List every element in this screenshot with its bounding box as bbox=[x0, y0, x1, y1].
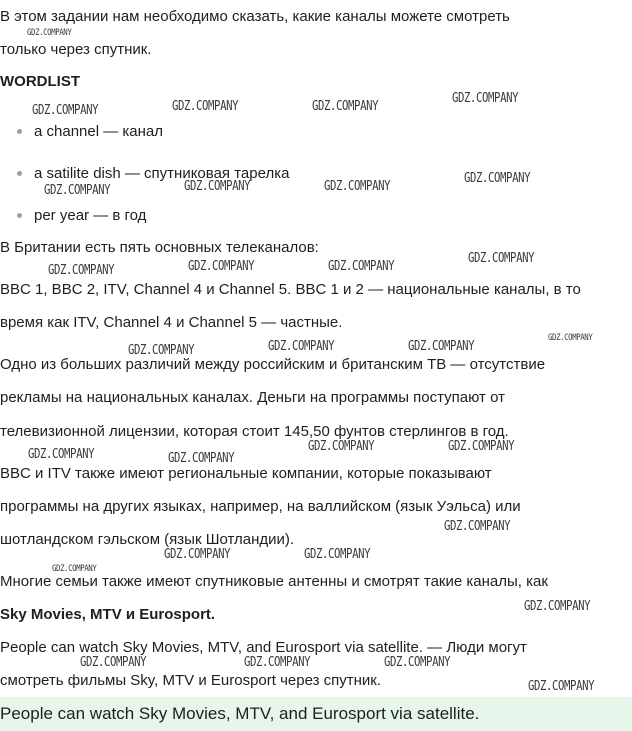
watermark: GDZ.COMPANY bbox=[308, 439, 375, 454]
answer-text: People can watch Sky Movies, MTV, and Eurosport via satellite. bbox=[0, 704, 480, 723]
watermark: GDZ.COMPANY bbox=[164, 547, 231, 562]
wordlist-item bbox=[17, 206, 146, 226]
intro-line-1: В этом задании нам необходимо сказать, какие каналы можете смотреть bbox=[0, 8, 510, 25]
watermark: GDZ.COMPANY bbox=[244, 655, 311, 670]
watermark: GDZ.COMPANY bbox=[52, 564, 97, 574]
watermark: GDZ.COMPANY bbox=[80, 655, 147, 670]
bullet-dot-icon bbox=[17, 129, 22, 134]
watermark: GDZ.COMPANY bbox=[464, 171, 531, 186]
watermark: GDZ.COMPANY bbox=[524, 599, 591, 614]
channels-line: Sky Movies, MTV и Eurosport. bbox=[0, 606, 216, 623]
watermark: GDZ.COMPANY bbox=[48, 263, 115, 278]
text-line: шотландском гэльском (язык Шотландии). bbox=[0, 531, 295, 548]
watermark: GDZ.COMPANY bbox=[44, 183, 111, 198]
watermark: GDZ.COMPANY bbox=[528, 679, 595, 694]
text-line: BBC 1, BBC 2, ITV, Channel 4 и Channel 5. BBC 1 и 2 — национальные каналы, в то bbox=[0, 281, 581, 298]
wordlist-item-text: a satilite dish — спутниковая тарелка bbox=[34, 165, 290, 182]
text-line: Многие семьи также имеют спутниковые антенны и смотрят такие каналы, как bbox=[0, 573, 548, 590]
bullet-dot-icon bbox=[17, 213, 22, 218]
text-line: телевизионной лицензии, которая стоит 145,50 фунтов стерлингов в год. bbox=[0, 423, 509, 440]
wordlist-item-text: a channel — канал bbox=[34, 123, 164, 140]
text-line: В Британии есть пять основных телеканалов: bbox=[0, 239, 319, 256]
watermark: GDZ.COMPANY bbox=[448, 439, 515, 454]
watermark: GDZ.COMPANY bbox=[384, 655, 451, 670]
watermark: GDZ.COMPANY bbox=[328, 259, 395, 274]
wordlist-item bbox=[17, 164, 289, 184]
watermark: GDZ.COMPANY bbox=[468, 251, 535, 266]
watermark: GDZ.COMPANY bbox=[324, 179, 391, 194]
wordlist-item-text: per year — в год bbox=[34, 207, 147, 224]
watermark: GDZ.COMPANY bbox=[32, 103, 99, 118]
watermark: GDZ.COMPANY bbox=[184, 179, 251, 194]
translation-line: People can watch Sky Movies, MTV, and Eurosport via satellite. — Люди могут bbox=[0, 639, 527, 656]
bullet-dot-icon bbox=[17, 171, 22, 176]
answer-box bbox=[0, 697, 632, 731]
wordlist-heading: WORDLIST bbox=[0, 73, 80, 90]
watermark: GDZ.COMPANY bbox=[27, 28, 72, 38]
wordlist-item bbox=[17, 122, 163, 142]
text-line: BBC и ITV также имеют региональные компании, которые показывают bbox=[0, 465, 492, 482]
watermark: GDZ.COMPANY bbox=[268, 339, 335, 354]
watermark: GDZ.COMPANY bbox=[28, 447, 95, 462]
text-line: время как ITV, Channel 4 и Channel 5 — частные. bbox=[0, 314, 343, 331]
watermark: GDZ.COMPANY bbox=[304, 547, 371, 562]
intro-line-2: только через спутник. bbox=[0, 41, 152, 58]
watermark: GDZ.COMPANY bbox=[452, 91, 519, 106]
text-line: рекламы на национальных каналах. Деньги на программы поступают от bbox=[0, 389, 505, 406]
watermark: GDZ.COMPANY bbox=[408, 339, 475, 354]
watermark: GDZ.COMPANY bbox=[128, 343, 195, 358]
text-line: программы на других языках, например, на валлийском (язык Уэльса) или bbox=[0, 498, 521, 515]
translation-line: смотреть фильмы Sky, MTV и Eurosport через спутник. bbox=[0, 672, 382, 689]
watermark: GDZ.COMPANY bbox=[444, 519, 511, 534]
watermark: GDZ.COMPANY bbox=[188, 259, 255, 274]
watermark: GDZ.COMPANY bbox=[548, 333, 593, 343]
watermark: GDZ.COMPANY bbox=[312, 99, 379, 114]
text-line: Одно из больших различий между российским и британским ТВ — отсутствие bbox=[0, 356, 546, 373]
watermark: GDZ.COMPANY bbox=[168, 451, 235, 466]
watermark: GDZ.COMPANY bbox=[172, 99, 239, 114]
